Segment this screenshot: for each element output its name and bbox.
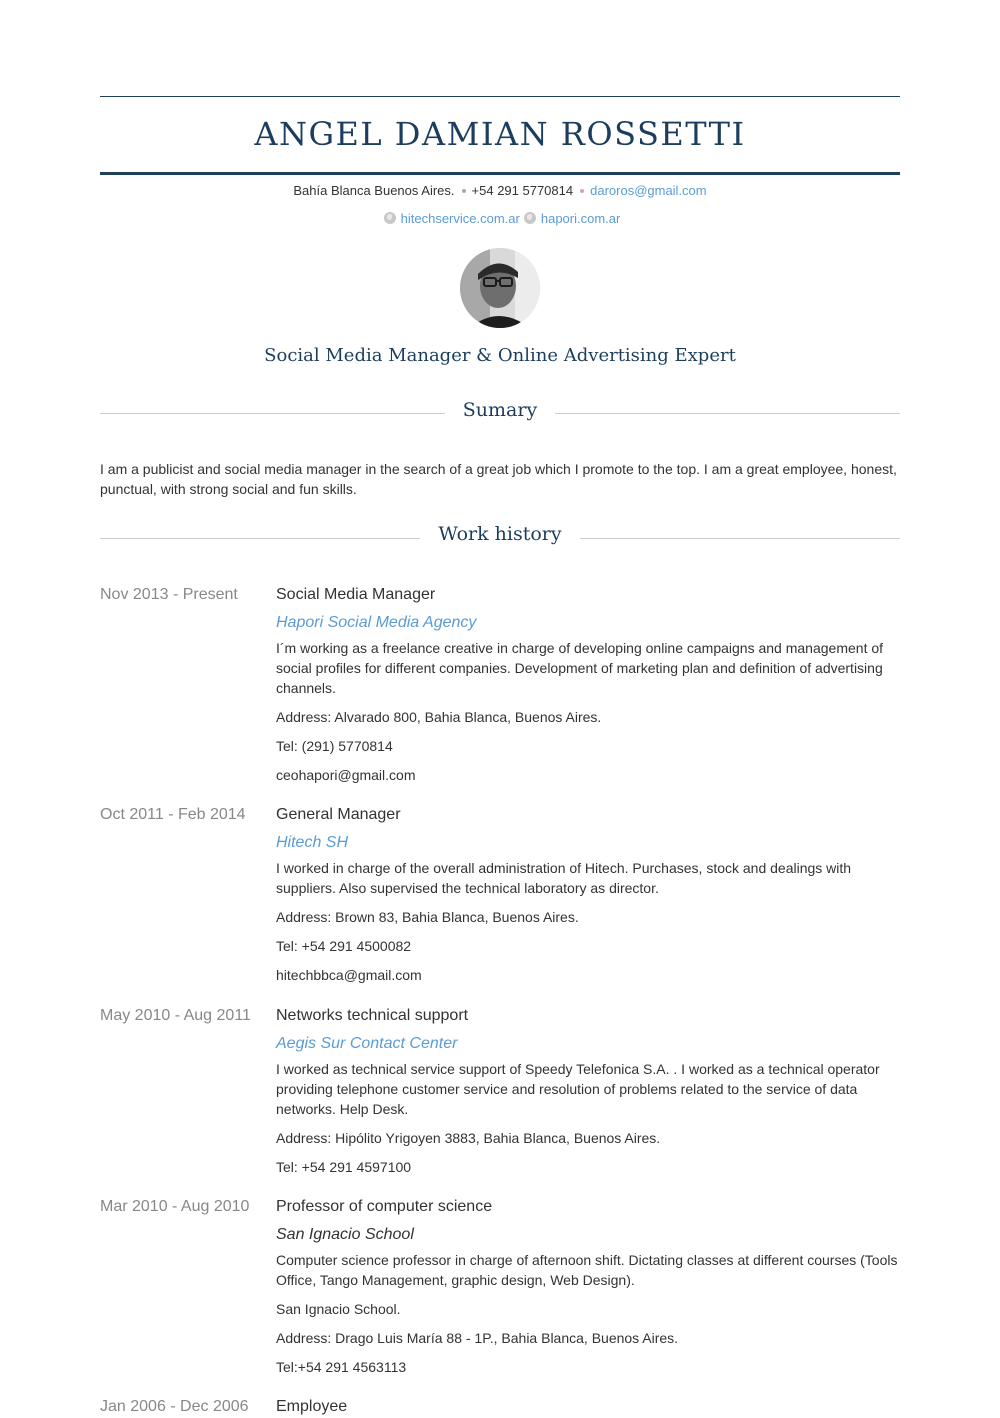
job-details bbox=[276, 1196, 900, 1377]
job-email: hitechbbca@gmail.com bbox=[276, 967, 422, 983]
header-bottom-rule bbox=[100, 172, 900, 175]
job-phone: Tel:+54 291 4563113 bbox=[276, 1359, 407, 1375]
job-description: Computer science professor in charge of afternoon shift. Dictating classes at different courses (Tools Office, Tango Management, graphic design, Web Design). bbox=[276, 1252, 898, 1288]
job-address: Address: Hipólito Yrigoyen 3883, Bahia Blanca, Buenos Aires. bbox=[276, 1130, 661, 1146]
job-date: Jan 2006 - Dec 2006 bbox=[100, 1398, 249, 1415]
job-address: Address: Alvarado 800, Bahia Blanca, Buenos Aires. bbox=[276, 709, 602, 725]
job-title: Employee bbox=[276, 1398, 348, 1415]
job-company: San Ignacio School bbox=[276, 1226, 414, 1243]
job-title: Social Media Manager bbox=[276, 586, 436, 603]
phone-text: +54 291 5770814 bbox=[471, 183, 574, 198]
job-phone: Tel: +54 291 4500082 bbox=[276, 938, 412, 954]
job-title: Professor of computer science bbox=[276, 1198, 493, 1215]
globe-icon bbox=[384, 212, 396, 224]
website-link-hitech[interactable]: hitechservice.com.ar bbox=[400, 211, 520, 226]
job-description: I´m working as a freelance creative in charge of developing online campaigns and management of social profiles for different companies. Development of marketing plan and definition of advertising channels. bbox=[276, 640, 884, 696]
separator-dot-icon bbox=[580, 189, 584, 193]
job-phone: Tel: (291) 5770814 bbox=[276, 738, 393, 754]
job-date: May 2010 - Aug 2011 bbox=[100, 1007, 251, 1024]
job-company: Hitech SH bbox=[276, 834, 349, 851]
job-description: I worked as technical service support of Speedy Telefonica S.A. . I worked as a technical operator providing telephone customer service and resolution of problems related to the service of data networks. Help Desk. bbox=[276, 1061, 880, 1117]
job-details bbox=[276, 1396, 900, 1418]
candidate-name: ANGEL DAMIAN ROSSETTI bbox=[254, 115, 746, 153]
job-title: Networks technical support bbox=[276, 1007, 469, 1024]
summary-text: I am a publicist and social media manager in the search of a great job which I promote to the top. I am a great employee, honest, punctual, with strong social and fun skills. bbox=[100, 461, 897, 497]
work-title-text: Work history bbox=[420, 523, 579, 545]
job-details bbox=[276, 1005, 900, 1177]
job-school: San Ignacio School. bbox=[276, 1301, 401, 1317]
globe-icon bbox=[524, 212, 536, 224]
summary-title-text: Sumary bbox=[445, 399, 555, 421]
separator-dot-icon bbox=[462, 189, 466, 193]
job-address: Address: Brown 83, Bahia Blanca, Buenos Aires. bbox=[276, 909, 579, 925]
job-details bbox=[276, 584, 900, 785]
job-company: Hapori Social Media Agency bbox=[276, 614, 477, 631]
professional-headline: Social Media Manager & Online Advertising Expert bbox=[264, 345, 736, 366]
job-phone: Tel: +54 291 4597100 bbox=[276, 1159, 412, 1175]
avatar bbox=[460, 248, 540, 328]
summary-section-title bbox=[100, 397, 900, 423]
job-date: Oct 2011 - Feb 2014 bbox=[100, 806, 246, 823]
job-description: I worked in charge of the overall administration of Hitech. Purchases, stock and dealings with suppliers. Also supervised the technical laboratory as director. bbox=[276, 860, 852, 896]
job-details bbox=[276, 804, 900, 985]
job-company: Aegis Sur Contact Center bbox=[276, 1035, 458, 1052]
job-address: Address: Drago Luis María 88 - 1P., Bahia Blanca, Buenos Aires. bbox=[276, 1330, 679, 1346]
header-top-rule bbox=[100, 96, 900, 97]
job-date: Mar 2010 - Aug 2010 bbox=[100, 1198, 250, 1215]
websites-line bbox=[100, 209, 900, 229]
job-date: Nov 2013 - Present bbox=[100, 586, 238, 603]
contact-line bbox=[100, 181, 900, 201]
website-link-hapori[interactable]: hapori.com.ar bbox=[540, 211, 621, 226]
job-email: ceohapori@gmail.com bbox=[276, 767, 416, 783]
email-link[interactable]: daroros@gmail.com bbox=[590, 183, 707, 198]
location-text: Bahía Blanca Buenos Aires. bbox=[293, 183, 455, 198]
profile-photo bbox=[460, 248, 540, 328]
job-title: General Manager bbox=[276, 806, 401, 823]
work-section-title bbox=[100, 521, 900, 547]
